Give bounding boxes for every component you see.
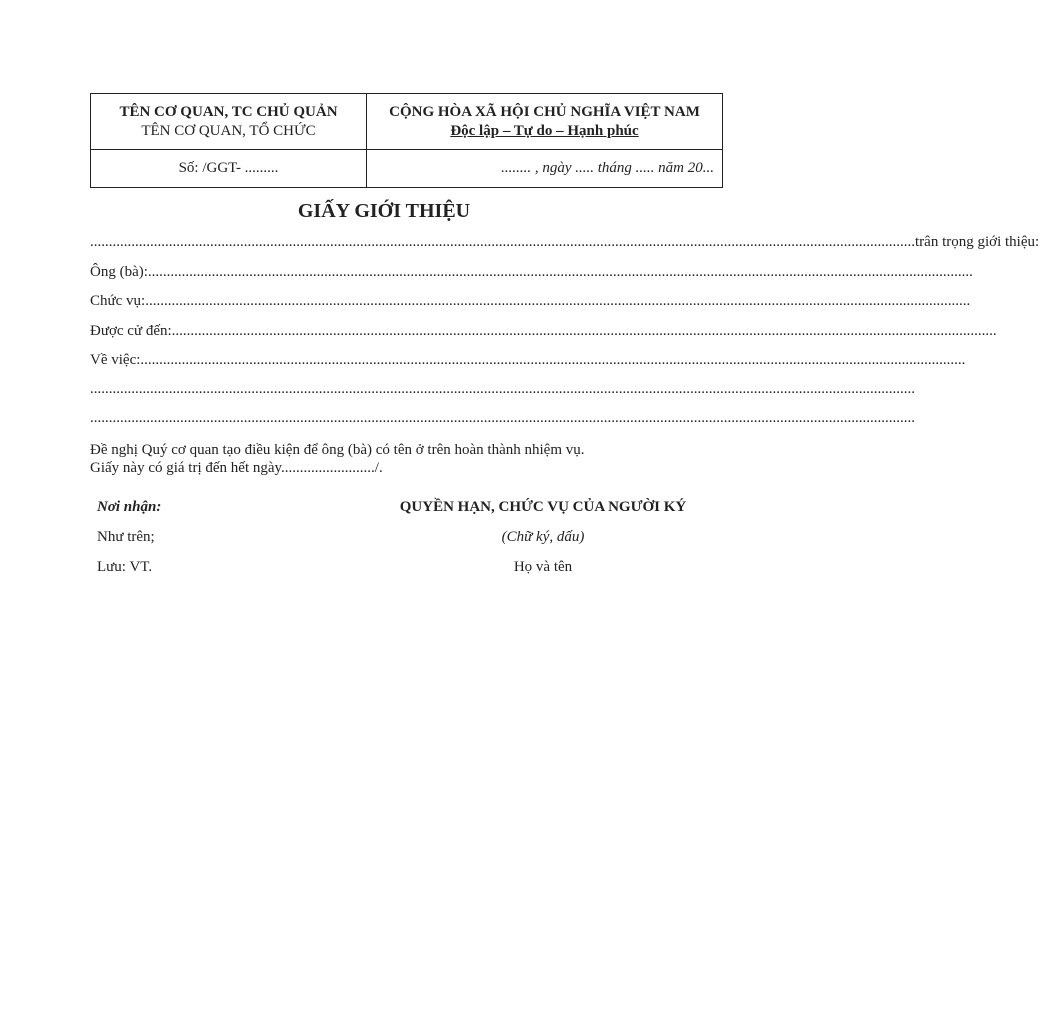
intro-suffix: trân trọng giới thiệu: [915, 234, 1039, 250]
blank-dots-2: ............................................................................................................................................................................................................................ [90, 410, 915, 426]
recipient-item: Như trên; [97, 529, 155, 545]
person-dots: ............................................................................................................................................................................................................................ [147, 264, 973, 280]
request-paragraph: Đề nghị Quý cơ quan tạo điều kiện để ông (bà) có tên ở trên hoàn thành nhiệm vụ. [90, 442, 585, 458]
agency-block [91, 94, 367, 150]
signature-note: (Chữ ký, dấu) [501, 529, 585, 545]
national-motto: Độc lập – Tự do – Hạnh phúc [450, 122, 639, 139]
person-field [90, 264, 973, 281]
issue-date: ........ , ngày ..... tháng ..... năm 20... [367, 150, 723, 188]
position-label: Chức vụ: [90, 293, 146, 309]
recipient-item: Lưu: VT. [97, 559, 153, 575]
intro-dots: ............................................................................................................................................................................................................................ [90, 234, 915, 250]
sent-to-dots: ............................................................................................................................................................................................................................ [171, 323, 997, 339]
document-title: GIẤY GIỚI THIỆU [297, 200, 471, 222]
regarding-dots: ............................................................................................................................................................................................................................ [140, 352, 966, 368]
intro-line [90, 234, 1039, 251]
agency-name: TÊN CƠ QUAN, TỔ CHỨC [141, 122, 316, 139]
recipients-heading: Nơi nhận: [97, 499, 162, 515]
country-name: CỘNG HÒA XÃ HỘI CHỦ NGHĨA VIỆT NAM [389, 103, 700, 120]
validity-paragraph: Giấy này có giá trị đến hết ngày........................./. [90, 460, 383, 476]
regarding-field [90, 352, 966, 369]
position-dots: ............................................................................................................................................................................................................................ [145, 293, 971, 309]
sent-to-label: Được cử đến: [90, 323, 172, 339]
signer-title: QUYỀN HẠN, CHỨC VỤ CỦA NGƯỜI KÝ [399, 499, 687, 515]
blank-line-2 [90, 410, 915, 427]
document-number: Số: /GGT- ......... [91, 150, 367, 188]
blank-dots-1: ............................................................................................................................................................................................................................ [90, 381, 915, 397]
regarding-label: Về việc: [90, 352, 141, 368]
blank-line-1 [90, 381, 915, 398]
person-label: Ông (bà): [90, 264, 148, 280]
position-field [90, 293, 971, 310]
signer-name: Họ và tên [513, 559, 573, 575]
national-heading-block [367, 94, 723, 150]
sent-to-field [90, 323, 997, 340]
agency-parent: TÊN CƠ QUAN, TC CHỦ QUẢN [119, 103, 338, 120]
document-header [90, 93, 723, 188]
